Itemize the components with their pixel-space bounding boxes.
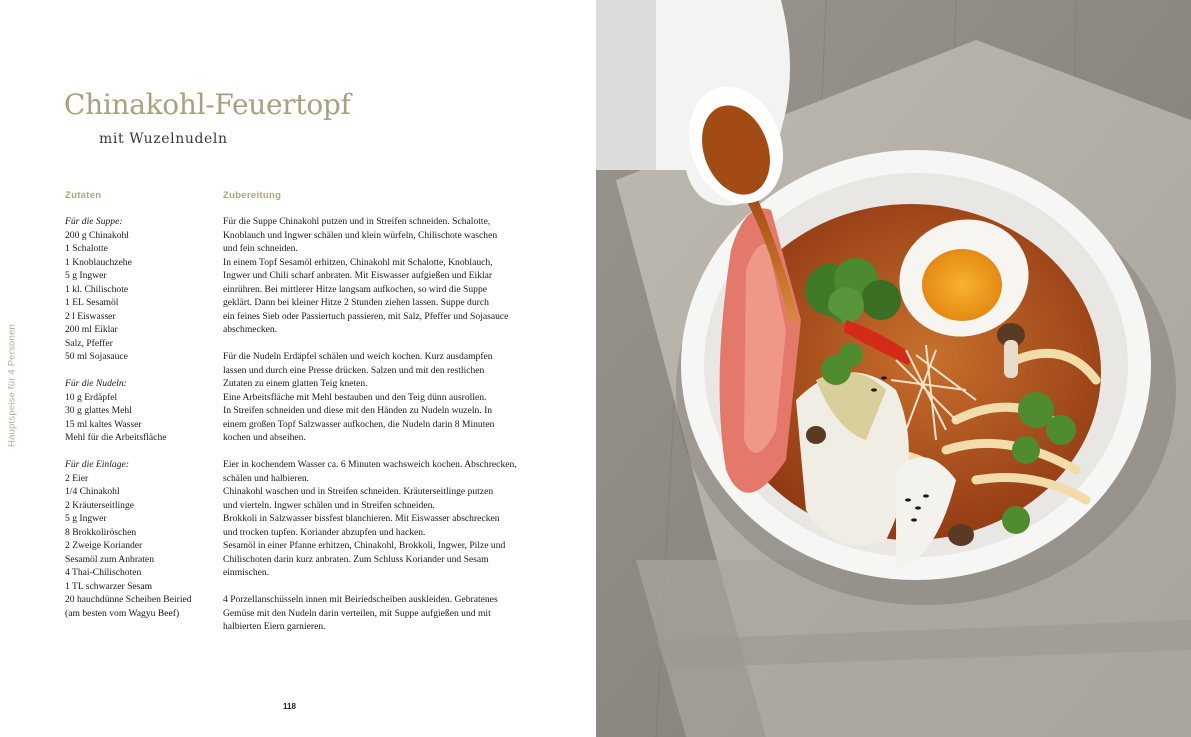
preparation-line: und trocken tupfen. Koriander abzupfen und hacken.: [223, 526, 426, 538]
ingredient-line: 1/4 Chinakohl: [65, 486, 120, 497]
ingredient-line: Sesamöl zum Anbraten: [65, 553, 154, 565]
ingredient-line: 1 EL Sesamöl: [65, 297, 119, 308]
ingredient-line: 30 g glattes Mehl: [65, 405, 132, 416]
preparation-line: einmischen.: [223, 567, 270, 578]
ingredient-line: Mehl für die Arbeitsfläche: [65, 432, 167, 443]
ingredient-line: 2 l Eiswasser: [65, 310, 116, 322]
ingredient-line: 15 ml kaltes Wasser: [65, 418, 142, 430]
page-number: 118: [283, 702, 296, 711]
ingredient-line: 20 hauchdünne Scheiben Beiried: [65, 594, 192, 605]
ingredient-group-heading: Für die Einlage:: [65, 459, 129, 470]
preparation-line: Chilischoten darin kurz anbraten. Zum Schluss Koriander und Sesam: [223, 553, 489, 565]
spacer: [223, 445, 533, 459]
preparation-line: abschmecken.: [223, 324, 278, 335]
preparation-heading: Zubereitung: [223, 190, 282, 201]
spacer: [223, 337, 533, 351]
preparation-line: Für die Suppe Chinakohl putzen und in Streifen schneiden. Schalotte,: [223, 216, 491, 227]
preparation-line: und fein schneiden.: [223, 243, 298, 254]
ingredient-line: 1 Schalotte: [65, 243, 108, 254]
preparation-line: Chinakohl waschen und in Streifen schneiden. Kräuterseitlinge putzen: [223, 486, 494, 497]
ingredient-line: 5 g Ingwer: [65, 513, 107, 524]
preparation-line: geklärt. Dann bei kleiner Hitze 2 Stunden ziehen lassen. Suppe durch: [223, 297, 489, 308]
preparation-line: ein feines Sieb oder Passiertuch passieren, mit Salz, Pfeffer und Sojasauce: [223, 310, 509, 322]
preparation-line: Eier in kochendem Wasser ca. 6 Minuten wachsweich kochen. Abschrecken,: [223, 459, 517, 470]
ingredient-line: 200 ml Eiklar: [65, 324, 118, 335]
ingredients-heading: Zutaten: [65, 190, 102, 201]
preparation-line: Eine Arbeitsfläche mit Mehl bestauben und den Teig dünn ausrollen.: [223, 391, 487, 403]
preparation-line: Zutaten zu einem glatten Teig kneten.: [223, 378, 368, 389]
ingredient-line: 1 Knoblauchzehe: [65, 256, 132, 268]
side-label-text: Hauptspeise für 4 Personen: [6, 324, 18, 447]
spacer: [65, 364, 215, 378]
ingredient-line: 1 kl. Chilischote: [65, 283, 129, 295]
ingredient-line: 2 Eier: [65, 472, 89, 484]
preparation-line: und vierteln. Ingwer schälen und in Streifen schneiden.: [223, 499, 435, 511]
ingredient-line: 1 TL schwarzer Sesam: [65, 580, 153, 592]
ingredient-line: 8 Brokkoliröschen: [65, 526, 137, 538]
spacer: [65, 445, 215, 459]
ingredient-line: (am besten vom Wagyu Beef): [65, 607, 180, 619]
recipe-subtitle: mit Wuzelnudeln: [99, 131, 228, 147]
ingredient-line: 10 g Erdäpfel: [65, 391, 118, 403]
ingredient-line: 200 g Chinakohl: [65, 229, 129, 241]
ingredient-line: 5 g Ingwer: [65, 270, 107, 281]
preparation-line: einrühren. Bei mittlerer Hitze langsam aufkochen, so wird die Suppe: [223, 283, 488, 295]
preparation-line: 4 Porzellanschüsseln innen mit Beiriedscheiben auskleiden. Gebratenes: [223, 594, 498, 605]
ingredients-list: [65, 215, 215, 620]
ingredient-line: 2 Kräuterseitlinge: [65, 499, 134, 511]
preparation-line: In einem Topf Sesamöl erhitzen, Chinakohl mit Schalotte, Knoblauch,: [223, 256, 493, 268]
preparation-line: halbierten Eiern garnieren.: [223, 621, 326, 632]
preparation-line: schälen und halbieren.: [223, 472, 310, 484]
food-photo: [596, 0, 1191, 737]
side-label: [2, 310, 22, 470]
recipe-title: Chinakohl-Feuertopf: [64, 88, 351, 121]
preparation-line: lassen und durch eine Presse drücken. Salzen und mit den restlichen: [223, 364, 485, 376]
preparation-line: kochen und abseihen.: [223, 432, 306, 443]
ingredient-group-heading: Für die Suppe:: [65, 216, 123, 227]
ingredient-group-heading: Für die Nudeln:: [65, 378, 127, 389]
preparation-line: In Streifen schneiden und diese mit den Händen zu Nudeln wuzeln. In: [223, 405, 493, 416]
preparation-line: Knoblauch und Ingwer schälen und klein würfeln, Chilischote waschen: [223, 229, 498, 241]
ingredient-line: 50 ml Sojasauce: [65, 351, 128, 362]
spacer: [223, 580, 533, 594]
ingredient-line: 4 Thai-Chilischoten: [65, 567, 142, 578]
preparation-text: [223, 215, 533, 634]
preparation-line: Für die Nudeln Erdäpfel schälen und weich kochen. Kurz ausdampfen: [223, 351, 493, 362]
ingredient-line: 2 Zweige Koriander: [65, 540, 143, 551]
preparation-line: Brokkoli in Salzwasser bissfest blanchieren. Mit Eiswasser abschrecken: [223, 513, 500, 524]
preparation-line: einem großen Topf Salzwasser aufkochen, die Nudeln darin 8 Minuten: [223, 418, 495, 430]
preparation-line: Gemüse mit den Nudeln darin verteilen, mit Suppe aufgießen und mit: [223, 607, 491, 619]
preparation-line: Ingwer und Chili scharf anbraten. Mit Eiswasser aufgießen und Eiklar: [223, 270, 493, 281]
ingredient-line: Salz, Pfeffer: [65, 337, 113, 349]
preparation-line: Sesamöl in einer Pfanne erhitzen, Chinakohl, Brokkoli, Ingwer, Pilze und: [223, 540, 506, 551]
